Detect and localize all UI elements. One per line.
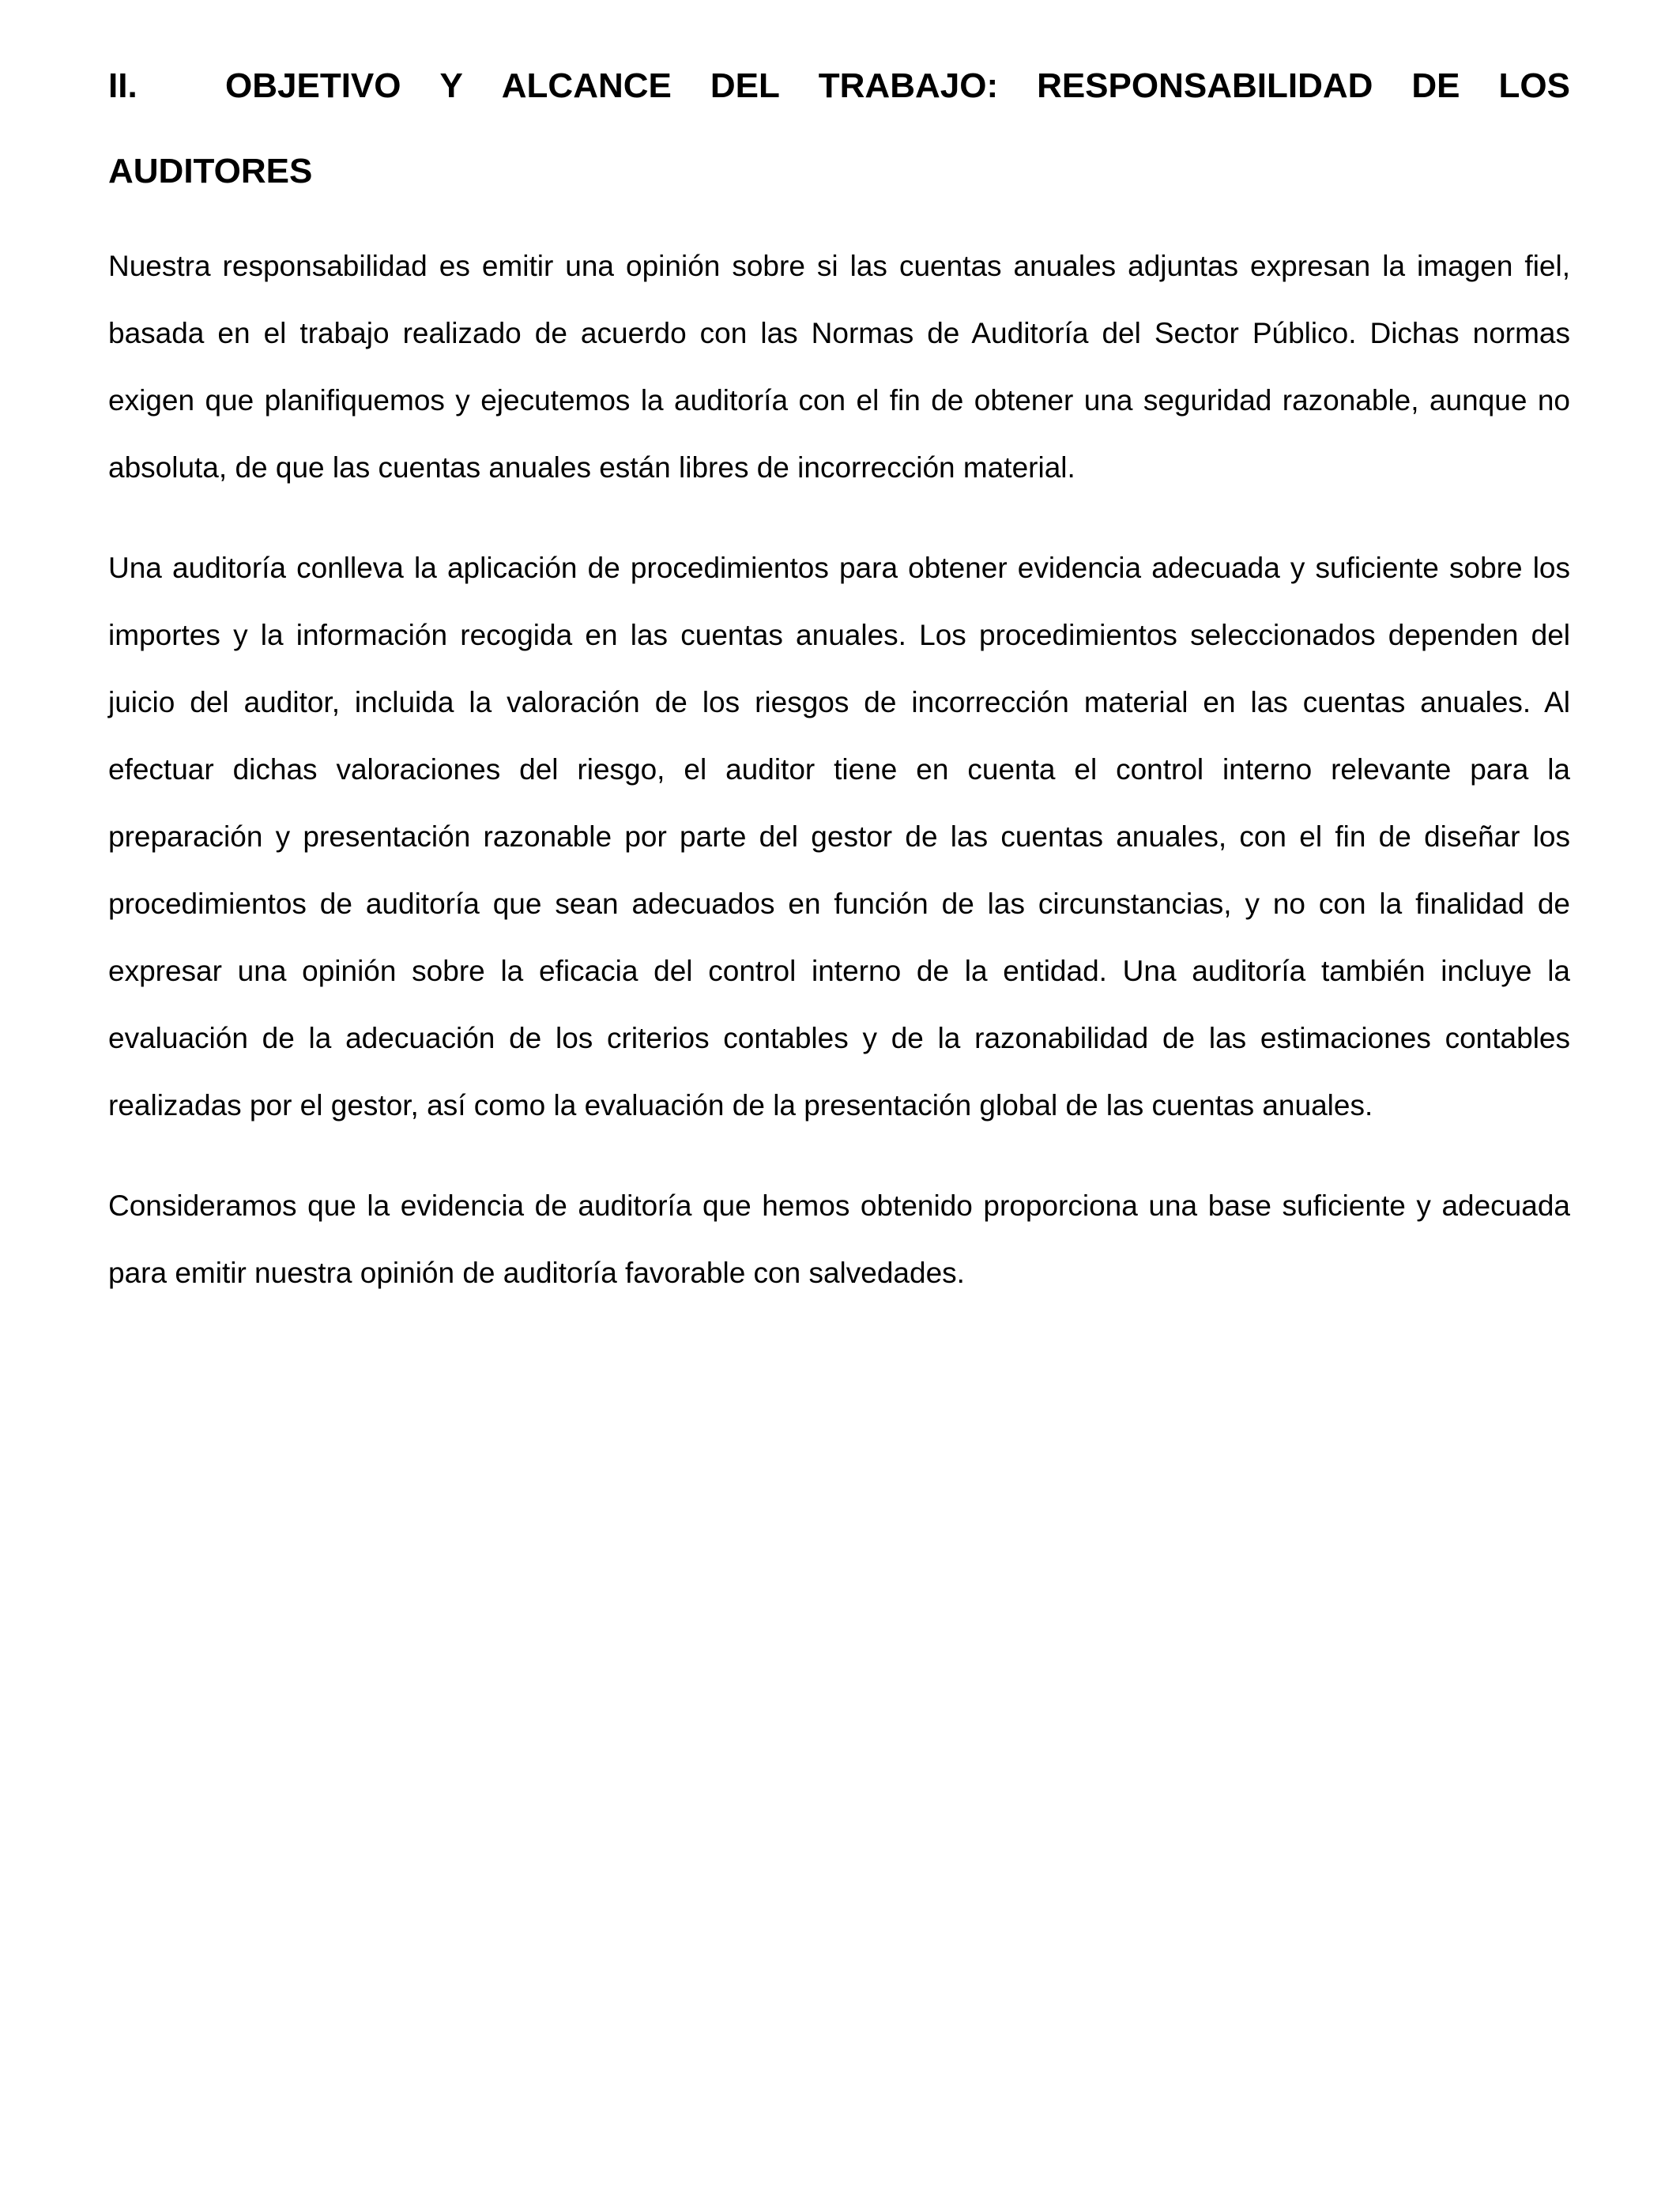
section-title-word: DE: [1411, 66, 1460, 105]
section-title-word: LOS: [1498, 66, 1570, 105]
document-body: [108, 43, 1570, 1306]
paragraph-conclusion: Consideramos que la evidencia de auditoría que hemos obtenido proporciona una base suficiente y adecuada para emitir nuestra opinión de auditoría favorable con salvedades.: [108, 1189, 1570, 1289]
paragraph-responsibility: Nuestra responsabilidad es emitir una opinión sobre si las cuentas anuales adjuntas expresan la imagen fiel, basada en el trabajo realizado de acuerdo con las Normas de Auditoría del Sector Público. Dichas normas exigen que planifiquemos y ejecutemos la auditoría con el fin de obtener una seguridad razonable, aunque no absoluta, de que las cuentas anuales están libres de incorrección material.: [108, 250, 1570, 484]
section-title-word: DEL: [710, 66, 780, 105]
paragraph-procedures: Una auditoría conlleva la aplicación de procedimientos para obtener evidencia adecuada y suficiente sobre los importes y la información recogida en las cuentas anuales. Los procedimientos seleccionados dependen del juicio del auditor, incluida la valoración de los riesgos de incorrección material en las cuentas anuales. Al efectuar dichas valoraciones del riesgo, el auditor tiene en cuenta el control interno relevante para la preparación y presentación razonable por parte del gestor de las cuentas anuales, con el fin de diseñar los procedimientos de auditoría que sean adecuados en función de las circunstancias, y no con la finalidad de expresar una opinión sobre la eficacia del control interno de la entidad. Una auditoría también incluye la evaluación de la adecuación de los criterios contables y de la razonabilidad de las estimaciones contables realizadas por el gestor, así como la evaluación de la presentación global de las cuentas anuales.: [108, 552, 1570, 1122]
section-title-word: RESPONSABILIDAD: [1037, 66, 1373, 105]
section-number: II.: [108, 66, 137, 105]
section-title-word: ALCANCE: [501, 66, 672, 105]
section-heading-first-line: [108, 43, 1570, 129]
section-title-word: Y: [439, 66, 463, 105]
section-title-word: OBJETIVO: [225, 66, 401, 105]
section-title-line1: [225, 43, 1570, 129]
section-title-line2: AUDITORES: [108, 152, 313, 190]
section-heading: [108, 43, 1570, 214]
section-title-word: TRABAJO:: [818, 66, 999, 105]
